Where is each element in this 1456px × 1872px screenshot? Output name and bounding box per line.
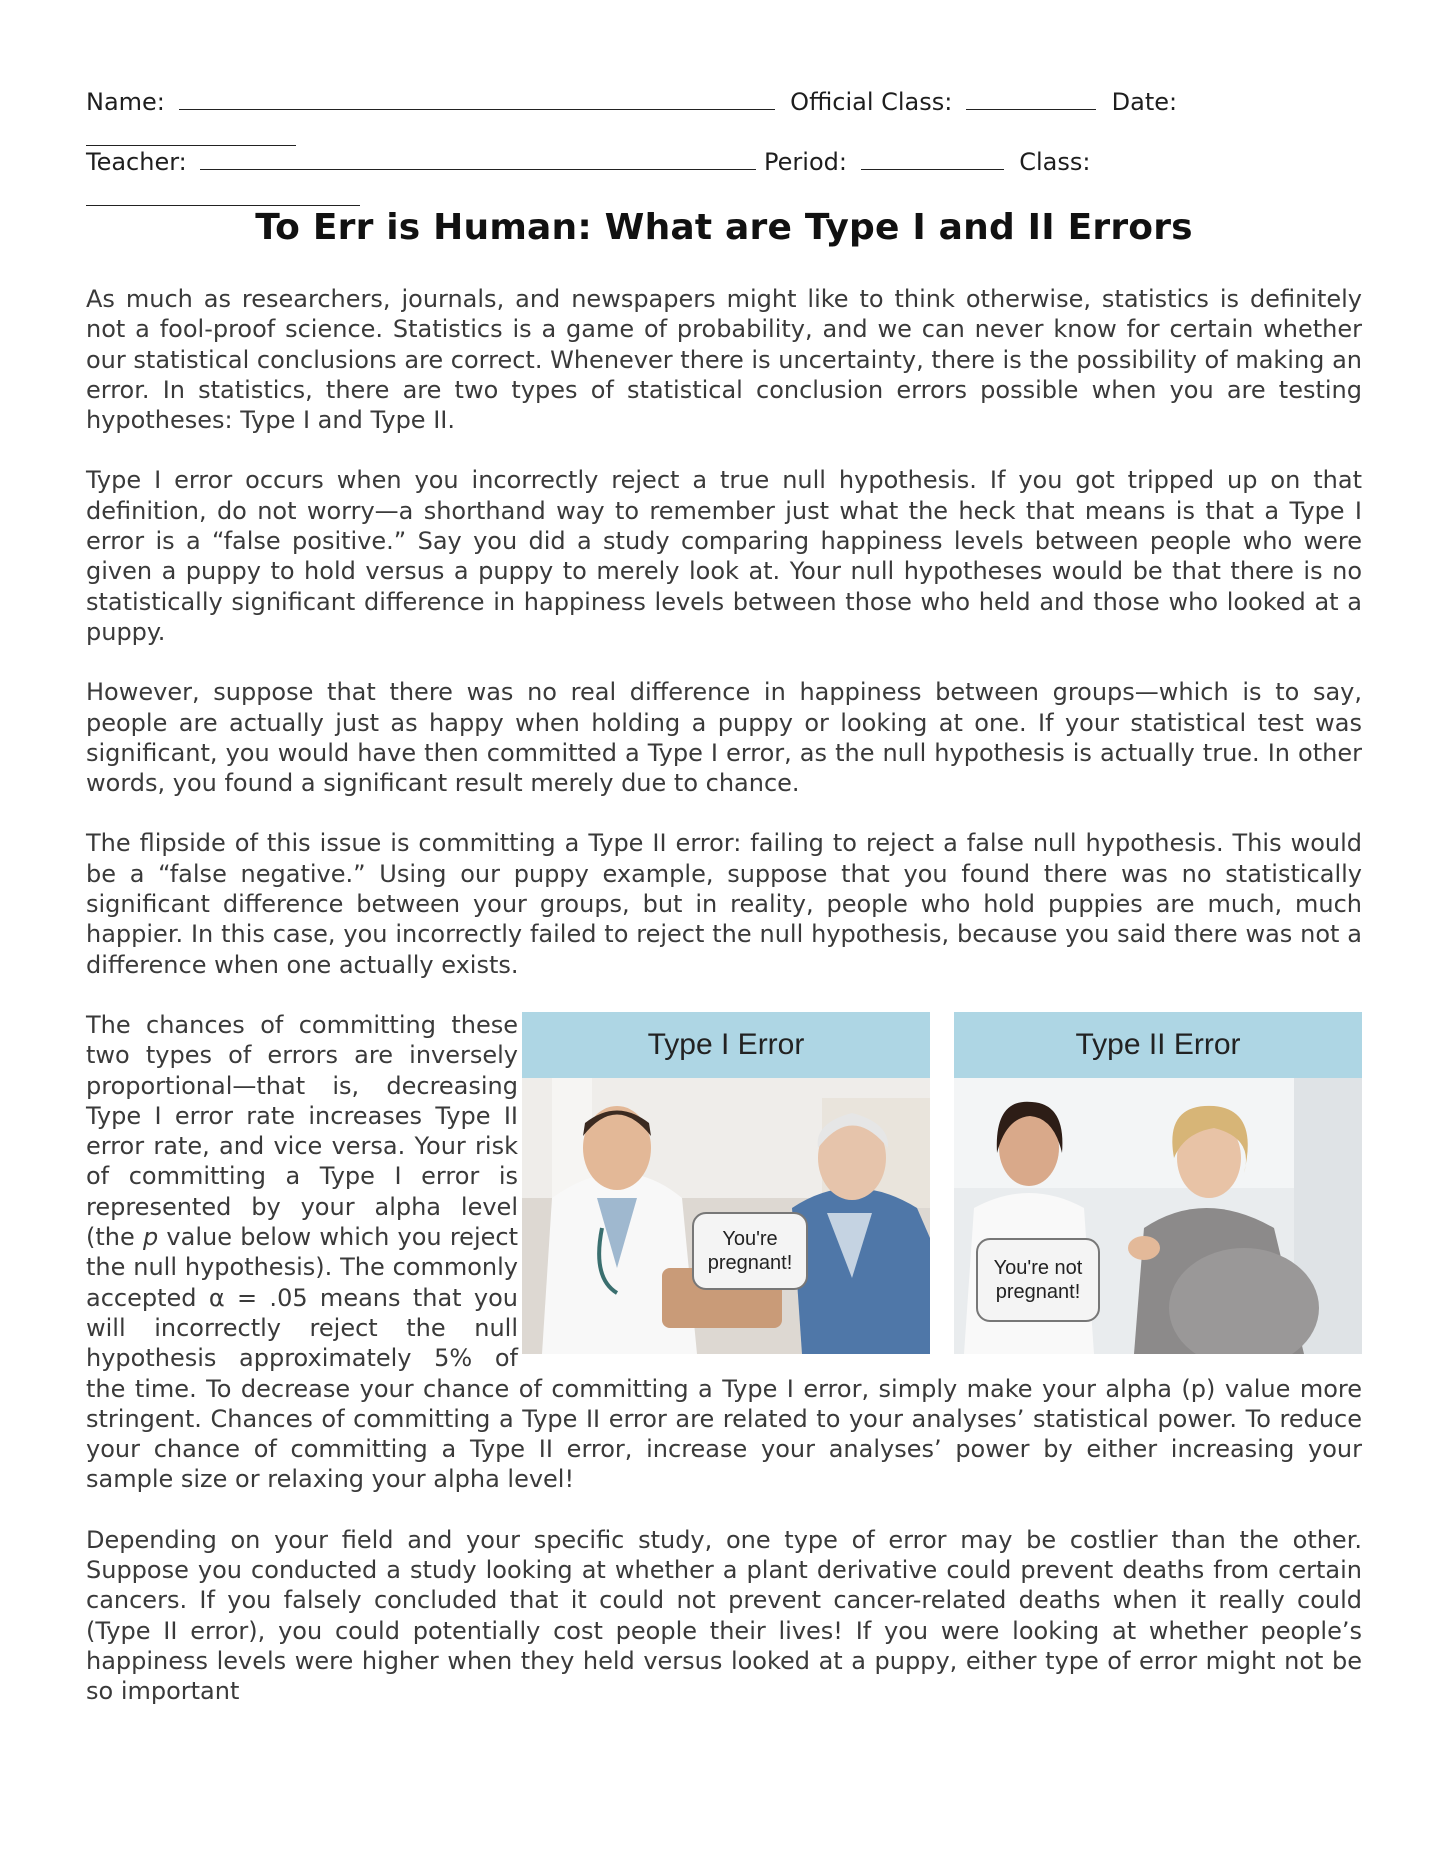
paragraph-costs: Depending on your field and your specific study, one type of error may be costlier than the other. Suppose you conducted a study looking at whether a plant derivative could prevent deaths from certain cancers. If you falsely concluded that it could not prevent cancer-related deaths when it really could (Type II error), you could potentially cost people their lives! If you were looking at whether people’s happiness levels were higher when they held versus looked at a puppy, either type of error might not be so important xyxy=(86,1525,1362,1706)
period-field[interactable] xyxy=(861,147,1004,170)
teacher-field[interactable] xyxy=(200,147,756,170)
name-label: Name: xyxy=(86,88,165,116)
paragraph-alpha-text-a: The chances of committing these two types of errors are inversely proportional—that is, decreasing Type I error rate increases Type II error rate, and vice versa. Your risk of committing a Type I error is represented by your alpha level (the xyxy=(86,1010,518,1252)
type2-panel xyxy=(954,1012,1362,1354)
paragraph-type2: The flipside of this issue is committing a Type II error: failing to reject a false null hypothesis. This would be a “false negative.” Using our puppy example, suppose that you found there was no statistically significant difference between your groups, but in reality, people who hold puppies are much, much happier. In this case, you incorrectly failed to reject the null hypothesis, because you said there was not a difference when one actually exists. xyxy=(86,829,1362,979)
date-label: Date: xyxy=(1111,88,1178,116)
page-title: To Err is Human: What are Type I and II Errors xyxy=(255,207,1193,248)
error-types-figure xyxy=(522,1012,1362,1354)
teacher-label: Teacher: xyxy=(86,148,187,176)
header-line-1 xyxy=(86,84,1362,120)
class-field[interactable] xyxy=(86,204,360,206)
paragraph-type1-example: However, suppose that there was no real difference in happiness between groups—which is to say, people are actually just as happy when holding a puppy or looking at one. If your statistical test was significant, you would have then committed a Type I error, as the null hypothesis is actually true. In other words, you found a significant result merely due to chance. xyxy=(86,678,1362,798)
official-class-label: Official Class: xyxy=(790,88,953,116)
official-class-field[interactable] xyxy=(966,87,1096,110)
type2-speech-bubble: You're not pregnant! xyxy=(976,1238,1100,1322)
date-field[interactable] xyxy=(86,144,296,146)
type2-heading: Type II Error xyxy=(954,1012,1362,1078)
paragraph-alpha xyxy=(86,1010,1362,1495)
paragraph-type1: Type I error occurs when you incorrectly reject a true null hypothesis. If you got tripped up on that definition, do not worry—a shorthand way to remember just what the heck that means is that a Type I error is a “false positive.” Say you did a study comparing happiness levels between people who were given a puppy to hold versus a puppy to merely look at. Your null hypotheses would be that there is no statistically significant difference in happiness levels between those who held and those who looked at a puppy. xyxy=(86,466,1362,646)
type1-heading: Type I Error xyxy=(522,1012,930,1078)
type1-speech-bubble: You're pregnant! xyxy=(692,1212,808,1290)
paragraph-alpha-text-b: value below which you reject the null hypothesis). The commonly accepted α = .05 means that you will incorrectly reject the null hypothesis approximately 5% of the time. To decrease your chance of committing a Type I error, simply make your alpha (p) value more stringent. Chances of committing a Type II error are related to your analyses’ statistical power. To reduce your chance of committing a Type II error, increase your analyses’ power by either increasing your sample size or relaxing your alpha level! xyxy=(86,1223,1362,1494)
class-label: Class: xyxy=(1019,148,1091,176)
header-line-2 xyxy=(86,144,1362,180)
type1-panel xyxy=(522,1012,930,1354)
name-field[interactable] xyxy=(179,87,775,110)
paragraph-intro: As much as researchers, journals, and newspapers might like to think otherwise, statistics is definitely not a fool-proof science. Statistics is a game of probability, and we can never know for certain whether our statistical conclusions are correct. Whenever there is uncertainty, there is the possibility of making an error. In statistics, there are two types of statistical conclusion errors possible when you are testing hypotheses: Type I and Type II. xyxy=(86,285,1362,435)
worksheet-page xyxy=(86,84,1362,1736)
period-label: Period: xyxy=(764,148,847,176)
p-value-italic: p xyxy=(142,1223,159,1252)
